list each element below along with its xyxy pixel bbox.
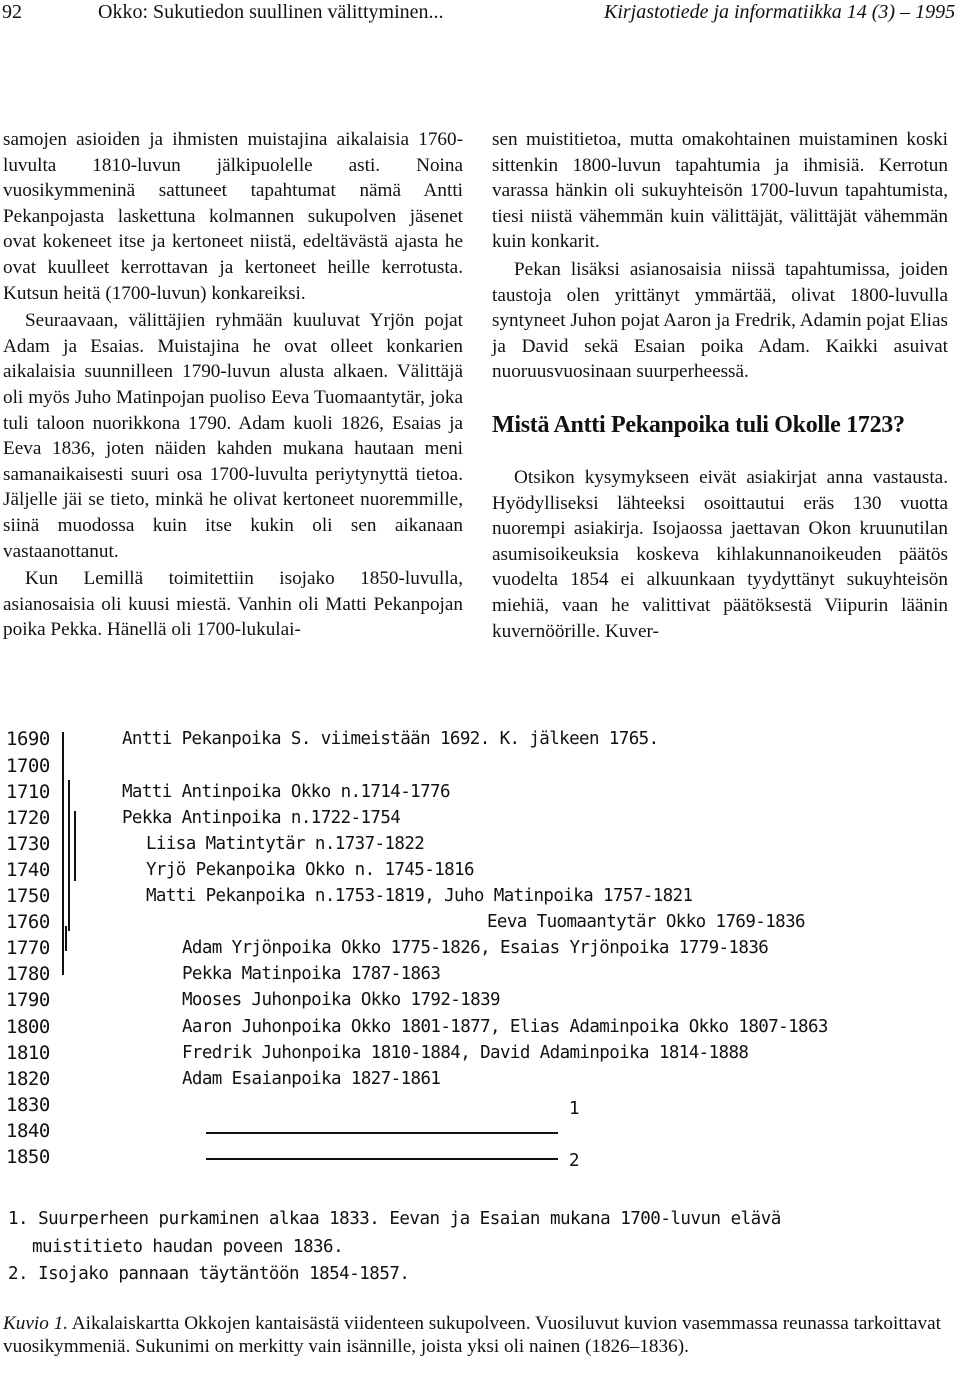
paragraph: Otsikon kysymykseen eivät asiakirjat anna vastausta. Hyödylliseksi lähteeksi osoittautui eräs 130 vuotta nuorempi asiakirja. Isojaossa jaettavan Okon kruunutilan asumisoikeuksia koskeva kihlakunnanoikeuden päätös vuodelta 1854 ei alkuunkaan tyydyttänyt sukuyhteisön miehiä, vaan he valittivat päätöksestä Viipurin läänin kuvernöörille. Kuver- [492,466,948,642]
year-label: 1820 [6,1068,50,1090]
caption-text: Aikalaiskartta Okkojen kantaisästä viidenteen sukupolveen. Vuosiluvut kuvion vasemmassa reunassa tarkoittavat vuosikymmeniä. Sukunimi on merkitty vain isännille, joista yksi oli nainen (1826–1836). [3,1313,941,1357]
figure-entry: Matti Pekanpoika n.1753-1819, Juho Matinpoika 1757-1821 [146,886,693,906]
year-label: 1790 [6,989,50,1011]
year-label: 1810 [6,1042,50,1064]
year-label: 1770 [6,937,50,959]
section-heading: Mistä Antti Pekanpoika tuli Okolle 1723? [492,411,905,438]
running-title: Okko: Sukutiedon suullinen välittyminen... [98,1,444,23]
paragraph: Pekan lisäksi asianosaisia niissä tapahtumissa, joiden taustoja olen yrittänyt ymmärtää, olivat 1800-luvulla syntyneet Juhon pojat Aaron ja Fredrik, Adamin pojat Elias ja David sekä Esaian poika Adam. Kaikki asuivat nuoruusvuosinaan suurperheessä. [492,258,948,383]
page-number: 92 [2,1,22,23]
year-label: 1830 [6,1094,50,1116]
paragraph: Seuraavaan, välittäjien ryhmään kuuluvat Yrjön pojat Adam ja Esaias. Muistajina he ovat olleet konkarien aikalaisia suunnilleen 1790-luvun alusta alkaen. Välittäjä oli myös Juho Matinpojan puoliso Eeva Tuomaantytär, joka tuli taloon nuorikkona 1790. Adam kuoli 1826, Esaias ja Eeva 1836, joten näiden kahden mukana hautaan meni samanaikaisesti suuri osa 1700-luvulta periytynyttä tietoa. Jäljelle jäi se tieto, minkä he olivat kertoneet nuoremmille, siinä muodossa kuin itse kukin oli sen aikanaan vastaanottanut. [3,310,463,562]
year-label: 1740 [6,859,50,881]
journal-citation: Kirjastotiede ja informatiikka 14 (3) – 1995 [604,1,956,23]
year-label: 1780 [6,963,50,985]
figure-note: 1. Suurperheen purkaminen alkaa 1833. Eevan ja Esaian mukana 1700-luvun elävä [8,1209,781,1229]
figure-caption [3,1312,947,1358]
figure-entry: Yrjö Pekanpoika Okko n. 1745-1816 [146,860,474,880]
figure-entry: Antti Pekanpoika S. viimeistään 1692. K. jälkeen 1765. [122,729,659,749]
figure-entry: Adam Yrjönpoika Okko 1775-1826, Esaias Yrjönpoika 1779-1836 [182,938,769,958]
figure-entry: Mooses Juhonpoika Okko 1792-1839 [182,990,500,1010]
year-label: 1840 [6,1120,50,1142]
year-label: 1760 [6,911,50,933]
caption-label: Kuvio 1. [3,1313,69,1334]
marker-label-2: 2 [569,1151,579,1171]
year-label: 1730 [6,833,50,855]
paragraph: samojen asioiden ja ihmisten muistajina aikalaisia 1760-luvulta 1810-luvun jälkipuolelle asti. Noina vuosikymmeninä sattuneet tapahtumat nämä Antti Pekanpojasta laskettuna kolmannen sukupolven jäsenet ovat kokeneet itse ja kertoneet niistä, edeltävästä ajasta he ovat kuulleet kerrottavan ja kertoneet heille kerrotusta. Kutsun heitä (1700-luvun) konkareiksi. [3,129,463,304]
figure-entry: Matti Antinpoika Okko n.1714-1776 [122,782,450,802]
year-label: 1710 [6,781,50,803]
year-label: 1690 [6,728,50,750]
year-label: 1750 [6,885,50,907]
year-label: 1850 [6,1146,50,1168]
figure-entry: Aaron Juhonpoika Okko 1801-1877, Elias Adaminpoika Okko 1807-1863 [182,1017,828,1037]
paragraph: Kun Lemillä toimitettiin isojako 1850-luvulla, asianosaisia oli kuusi miestä. Vanhin oli Matti Pekanpojan poika Pekka. Hänellä oli 1700-lukulai- [3,568,463,641]
year-label: 1800 [6,1016,50,1038]
figure-entry: Fredrik Juhonpoika 1810-1884, David Adaminpoika 1814-1888 [182,1043,749,1063]
marker-label-1: 1 [569,1099,579,1119]
figure-entry: Adam Esaianpoika 1827-1861 [182,1069,441,1089]
figure-entry: Pekka Antinpoika n.1722-1754 [122,808,401,828]
year-label: 1720 [6,807,50,829]
paragraph: sen muistitietoa, mutta omakohtainen muistaminen koski sittenkin 1800-luvun tapahtumia ja ihmisiä. Kerrotun varassa hänkin oli sukuyhteisön 1700-luvun tapahtumista, tiesi niistä vähemmän kuin välittäjät, välittäjät vähemmän kuin konkarit. [492,129,948,253]
figure-entry: Liisa Matintytär n.1737-1822 [146,834,425,854]
figure-entry: Pekka Matinpoika 1787-1863 [182,964,441,984]
figure-entry: Eeva Tuomaantytär Okko 1769-1836 [487,912,805,932]
figure-note: 2. Isojako pannaan täytäntöön 1854-1857. [8,1264,410,1284]
figure-note: muistitieto haudan poveen 1836. [32,1237,344,1257]
year-label: 1700 [6,755,50,777]
